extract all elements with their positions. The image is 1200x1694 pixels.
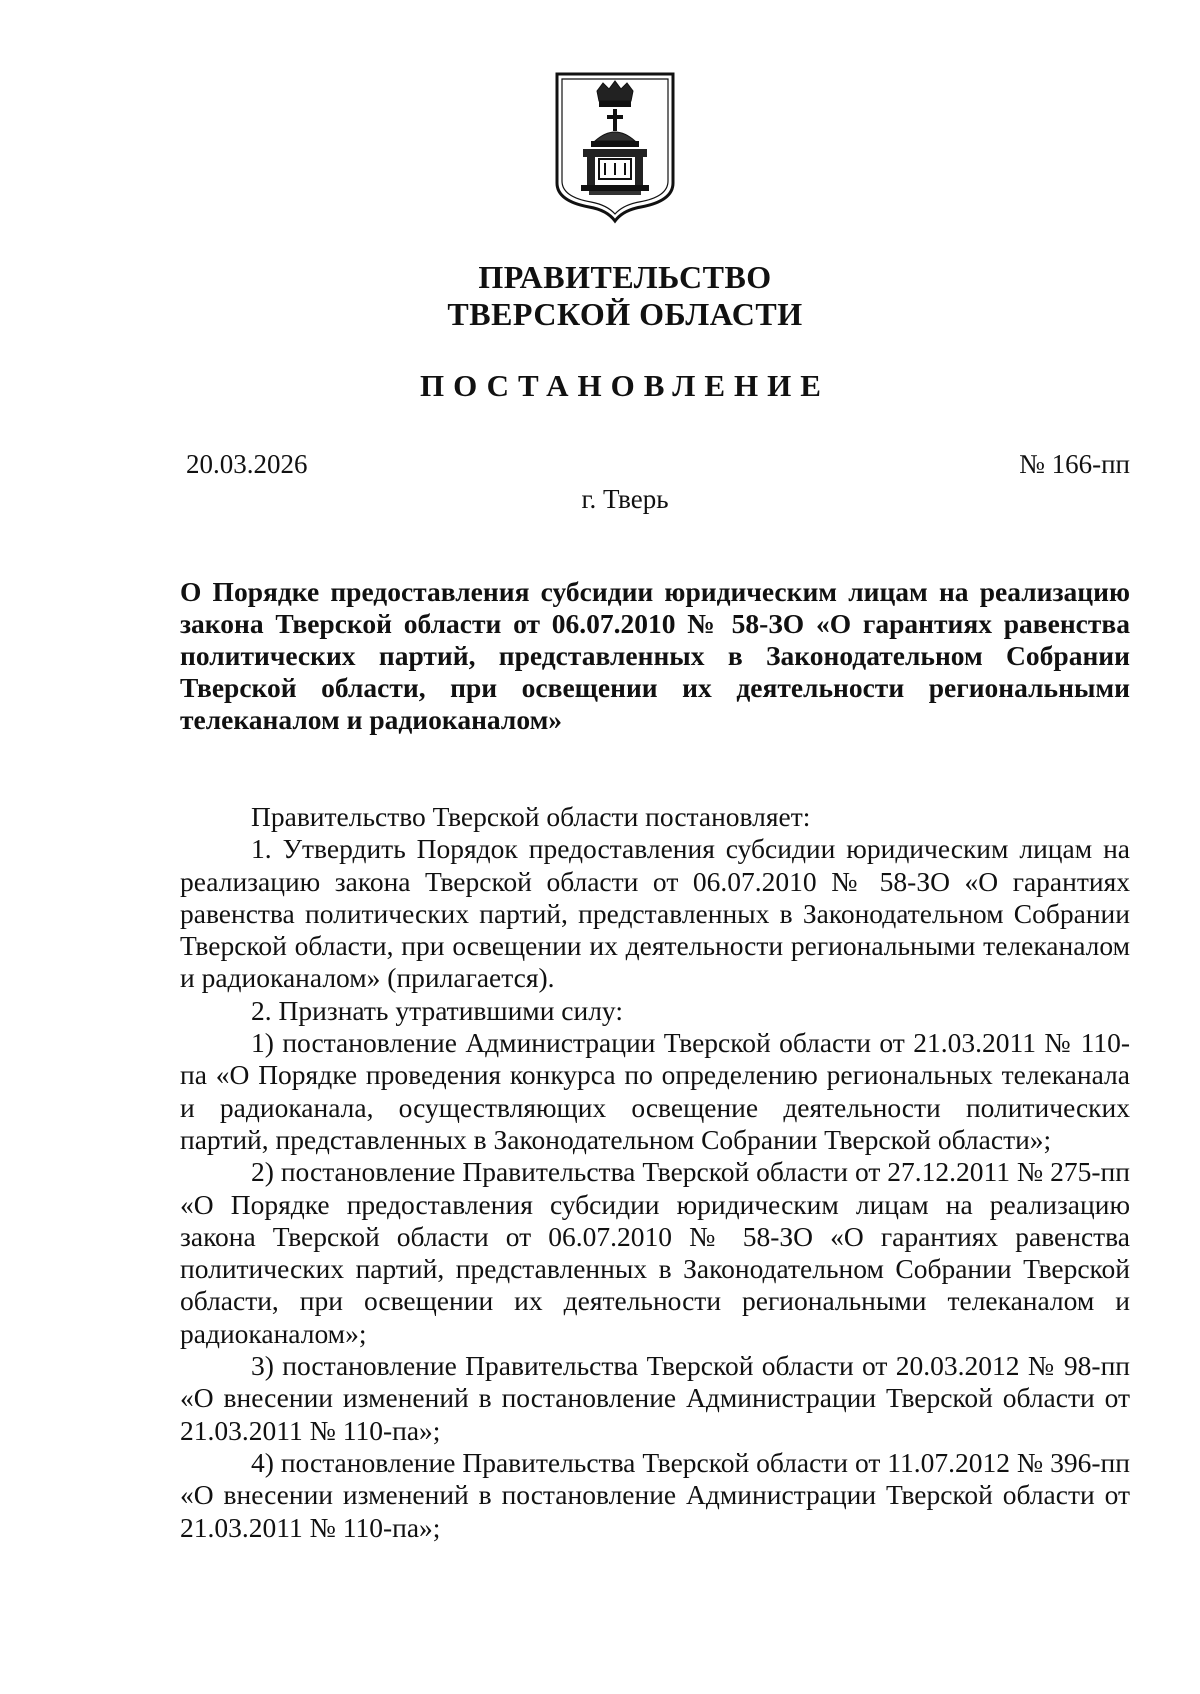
tver-region-coat-of-arms-icon xyxy=(553,71,677,224)
subparagraph-2: 2) постановление Правительства Тверской области от 27.12.2011 № 275-пп «О Порядке предоставления субсидии юридическим лицам на реализацию закона Тверской области от 06.07.2010 № 58-ЗО «О гарантиях равенства политических партий, представленных в Законодательном Собрании Тверской области, при освещении их деятельности региональными телеканалом и радиоканалом»; xyxy=(180,1156,1130,1349)
document-body xyxy=(180,801,1130,1544)
subparagraph-1: 1) постановление Администрации Тверской области от 21.03.2011 № 110-па «О Порядке проведения конкурса по определению региональных телеканала и радиоканала, осуществляющих освещение деятельности политических партий, представленных в Законодательном Собрании Тверской области»; xyxy=(180,1027,1130,1155)
government-name-line1: ПРАВИТЕЛЬСТВО xyxy=(478,259,772,295)
subparagraph-4: 4) постановление Правительства Тверской области от 11.07.2012 № 396-пп «О внесении изменений в постановление Администрации Тверской области от 21.03.2011 № 110-па»; xyxy=(180,1446,1130,1543)
document-number: № 166-пп xyxy=(1019,449,1130,479)
paragraph-2: 2. Признать утратившими силу: xyxy=(251,994,623,1026)
preamble: Правительство Тверской области постановляет: xyxy=(251,801,811,832)
paragraph-1: 1. Утвердить Порядок предоставления субсидии юридическим лицам на реализацию закона Тверской области от 06.07.2010 № 58-ЗО «О гарантиях равенства политических партий, представленных в Законодательном Собрании Тверской области, при освещении их деятельности региональными телеканалом и радиоканалом» (прилагается). xyxy=(180,833,1130,994)
document-date: 20.03.2026 xyxy=(186,449,308,479)
document-subject: О Порядке предоставления субсидии юридическим лицам на реализацию закона Тверской области от 06.07.2010 № 58-ЗО «О гарантиях равенства политических партий, представленных в Законодательном Собрании Тверской области, при освещении их деятельности региональными телеканалом и радиоканалом» xyxy=(180,576,1130,735)
government-name-line2: ТВЕРСКОЙ ОБЛАСТИ xyxy=(447,296,803,332)
document-type-heading: ПОСТАНОВЛЕНИЕ xyxy=(420,368,830,403)
document-city: г. Тверь xyxy=(581,484,669,514)
subparagraph-3: 3) постановление Правительства Тверской области от 20.03.2012 № 98-пп «О внесении изменений в постановление Администрации Тверской области от 21.03.2011 № 110-па»; xyxy=(180,1350,1130,1446)
